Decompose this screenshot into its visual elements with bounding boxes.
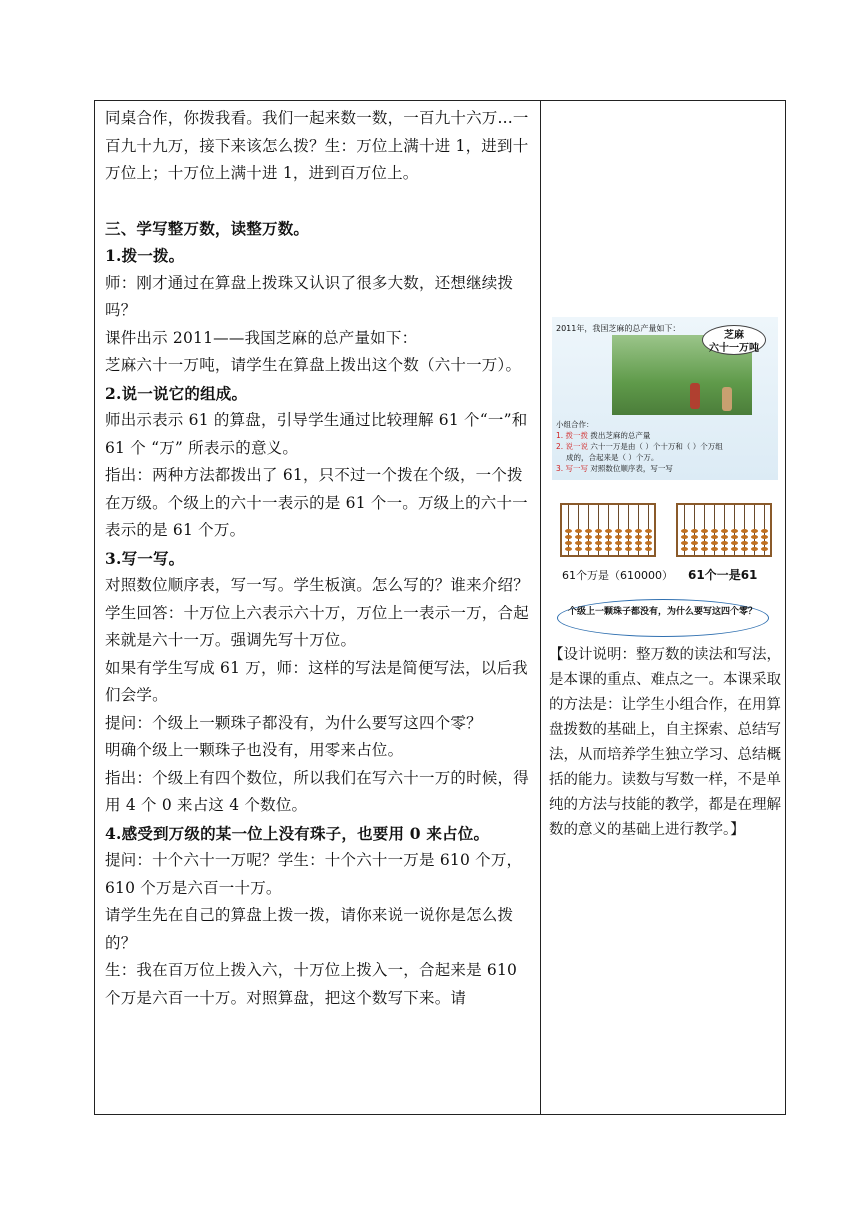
abacus-bead	[711, 541, 718, 545]
abacus-bead	[625, 541, 632, 545]
abacus-bead	[595, 535, 602, 539]
subheading: 4.感受到万级的某一位上没有珠子，也要用 0 来占位。	[105, 823, 490, 843]
abacus-bead	[645, 547, 652, 551]
abacus-bead	[691, 547, 698, 551]
paragraph: 对照数位顺序表，写一写。学生板演。怎么写的？谁来介绍？	[105, 576, 529, 594]
abacus-bead	[565, 529, 572, 533]
task-item	[556, 463, 723, 474]
abacus-bead	[761, 541, 768, 545]
abacus-bead	[595, 547, 602, 551]
task-text: 对照数位顺序表，写一写	[588, 464, 673, 473]
abacus-bead	[635, 547, 642, 551]
design-notes-column	[547, 101, 779, 1114]
abacus-bead	[605, 541, 612, 545]
paragraph: 如果有学生写成 61 万，师：这样的写法是简便写法，以后我们会学。	[105, 658, 528, 704]
paragraph: 生：我在百万位上拨入六，十万位上拨入一，合起来是 610 个万是六百一十万。对照算盘，把这个数写下来。请	[105, 961, 518, 1007]
abacus-bead	[701, 541, 708, 545]
task-heading: 小组合作：	[556, 420, 594, 429]
abacus-right	[676, 503, 772, 557]
abacus-bead	[595, 541, 602, 545]
abacus-bead	[635, 541, 642, 545]
subheading: 3.写一写。	[105, 548, 185, 568]
abacus-bead	[731, 535, 738, 539]
subheading: 2.说一说它的组成。	[105, 383, 248, 403]
abacus-left-caption: 61个万是（610000）	[562, 569, 673, 582]
bubble-line: 六十一万吨	[709, 343, 759, 354]
abacus-bead	[721, 529, 728, 533]
paragraph: 师：刚才通过在算盘上拨珠又认识了很多大数，还想继续拨吗？	[105, 273, 514, 319]
abacus-bead	[615, 529, 622, 533]
design-note: 【设计说明：整万数的读法和写法，是本课的重点、难点之一。本课采取的方法是：让学生小组合作，在用算盘拨数的基础上，自主探索、总结写法，从而培养学生独立学习、总结概括的能力。读数与写数一样，不是单纯的方法与技能的教学，都是在理解数的意义的基础上进行教学。】	[549, 647, 781, 838]
abacus-bead	[575, 529, 582, 533]
paragraph: 请学生先在自己的算盘上拨一拨，请你来说一说你是怎么拨的？	[105, 906, 514, 952]
column-divider	[540, 101, 541, 1114]
abacus-bead	[585, 535, 592, 539]
paragraph: 明确个级上一颗珠子也没有，用零来占位。	[105, 741, 404, 759]
abacus-bead	[701, 535, 708, 539]
abacus-bead	[751, 535, 758, 539]
abacus-bead	[575, 541, 582, 545]
task-text: 成的，合起来是（ ）个万。	[566, 453, 659, 462]
abacus-bead	[635, 529, 642, 533]
abacus-bead	[741, 535, 748, 539]
abacus-bead	[751, 547, 758, 551]
abacus-bead	[605, 529, 612, 533]
abacus-bead	[565, 541, 572, 545]
abacus-bead	[711, 529, 718, 533]
abacus-bead	[731, 547, 738, 551]
abacus-bead	[741, 529, 748, 533]
abacus-bead	[625, 529, 632, 533]
abacus-bead	[625, 547, 632, 551]
subheading: 1.拨一拨。	[105, 246, 185, 265]
abacus-bead	[711, 547, 718, 551]
abacus-bead	[691, 529, 698, 533]
abacus-bead	[681, 529, 688, 533]
lesson-table	[94, 100, 786, 1115]
abacus-bead	[585, 529, 592, 533]
abacus-bead	[761, 529, 768, 533]
sesame-slide-image	[552, 317, 778, 480]
paragraph: 指出：个级上有四个数位，所以我们在写六十一万的时候，得用 4 个 0 来占这 4 个数位。	[105, 768, 529, 814]
abacus-bead	[585, 547, 592, 551]
task-text: 六十一万是由（ ）个十万和（ ）个万组	[588, 442, 723, 451]
lesson-content-column	[105, 105, 533, 1012]
task-key: 1. 拨一拨	[556, 431, 589, 440]
abacus-bead	[645, 529, 652, 533]
abacus-bead	[645, 535, 652, 539]
abacus-bead	[691, 535, 698, 539]
paragraph: 课件出示 2011——我国芝麻的总产量如下：	[105, 328, 418, 347]
abacus-bead	[761, 535, 768, 539]
abacus-bead	[575, 535, 582, 539]
slide-title: 2011年，我国芝麻的总产量如下：	[556, 324, 681, 333]
abacus-bead	[681, 547, 688, 551]
abacus-bead	[625, 535, 632, 539]
task-key: 2. 说一说	[556, 442, 589, 451]
abacus-comparison-image	[552, 491, 778, 639]
task-key: 3. 写一写	[556, 464, 589, 473]
paragraph: 学生回答：十万位上六表示六十万，万位上一表示一万，合起来就是六十一万。强调先写十万位。	[105, 603, 529, 649]
abacus-bead	[731, 529, 738, 533]
abacus-bead	[615, 541, 622, 545]
task-text: 拨出芝麻的总产量	[588, 431, 651, 440]
abacus-bead	[731, 541, 738, 545]
abacus-bead	[585, 541, 592, 545]
abacus-bead	[565, 535, 572, 539]
paragraph: 芝麻六十一万吨，请学生在算盘上拨出这个数（六十一万）。	[105, 356, 522, 374]
abacus-left	[560, 503, 656, 557]
abacus-bead	[595, 529, 602, 533]
abacus-bead	[761, 547, 768, 551]
slide-task-list	[556, 419, 723, 474]
abacus-bead	[721, 541, 728, 545]
abacus-bead	[721, 535, 728, 539]
abacus-bead	[565, 547, 572, 551]
abacus-bead	[605, 535, 612, 539]
abacus-bead	[681, 535, 688, 539]
abacus-bead	[681, 541, 688, 545]
abacus-bead	[701, 547, 708, 551]
abacus-bead	[615, 535, 622, 539]
farmer-figure	[722, 387, 732, 411]
bubble-line: 芝麻	[724, 330, 744, 341]
abacus-bead	[605, 547, 612, 551]
paragraph: 师出示表示 61 的算盘，引导学生通过比较理解 61 个“一”和 61 个 “万” 所表示的意义。	[105, 411, 528, 457]
paragraph: 同桌合作，你拨我看。我们一起来数一数，一百九十六万...一百九十九万，接下来该怎么拨？生：万位上满十进 1，进到十万位上；十万位上满十进 1，进到百万位上。	[105, 109, 529, 182]
paragraph: 指出：两种方法都拨出了 61，只不过一个拨在个级，一个拨在万级。个级上的六十一表示的是 61 个一。万级上的六十一表示的是 61 个万。	[105, 466, 528, 539]
speech-bubble	[702, 325, 766, 355]
abacus-bead	[635, 535, 642, 539]
abacus-bead	[615, 547, 622, 551]
section-heading: 三、学写整万数，读整万数。	[105, 218, 310, 238]
task-item	[556, 441, 723, 452]
abacus-bead	[711, 535, 718, 539]
paragraph: 提问：个级上一颗珠子都没有，为什么要写这四个零？	[105, 713, 482, 732]
abacus-right-caption: 61个一是61	[688, 568, 758, 582]
abacus-bead	[741, 547, 748, 551]
abacus-bead	[751, 529, 758, 533]
farmer-figure	[690, 383, 700, 409]
abacus-bead	[751, 541, 758, 545]
abacus-bead	[721, 547, 728, 551]
task-item	[556, 430, 723, 441]
abacus-bead	[645, 541, 652, 545]
paragraph: 提问：十个六十一万呢？学生：十个六十一万是 610 个万，610 个万是六百一十万。	[105, 851, 523, 897]
question-oval: 个级上一颗珠子都没有，为什么要写这四个零？	[557, 599, 769, 637]
abacus-bead	[701, 529, 708, 533]
abacus-bead	[741, 541, 748, 545]
abacus-bead	[575, 547, 582, 551]
abacus-bead	[691, 541, 698, 545]
